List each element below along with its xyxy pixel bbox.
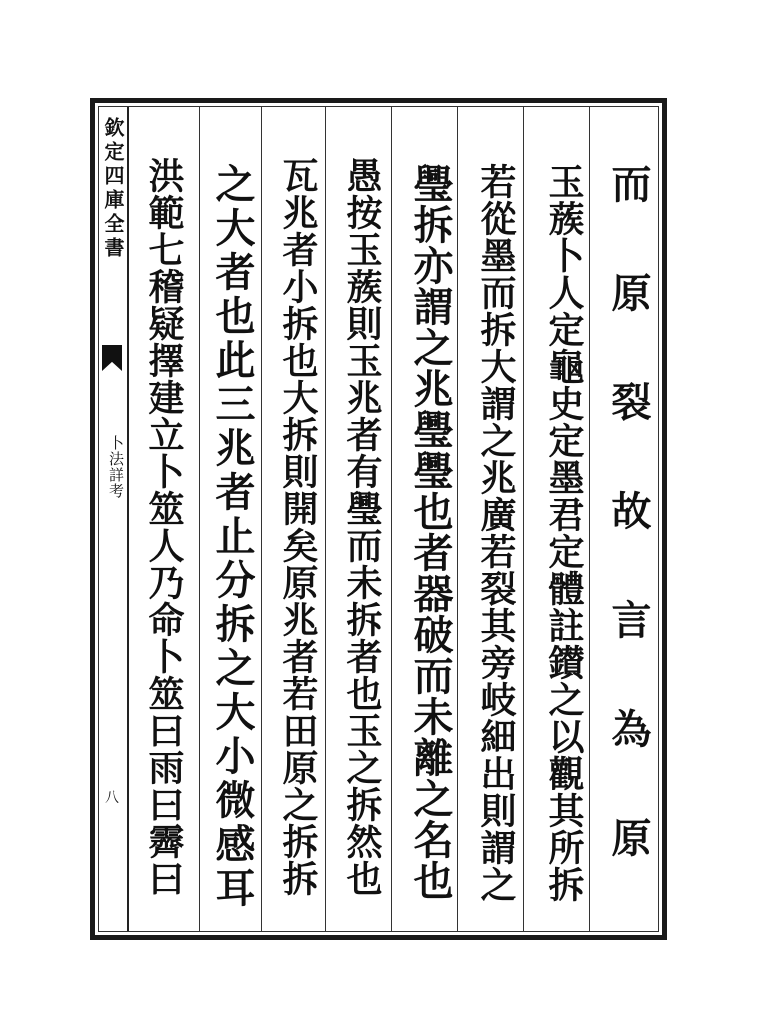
text-column-5: 愚按玉蔟則玉兆者有璺而未拆者也玉之拆然也 xyxy=(341,157,383,897)
page-number: 八 xyxy=(105,790,119,806)
text-column-7: 之大者也此三兆者止分拆之大小微感耳 xyxy=(209,163,256,911)
text-column-3: 若從墨而拆大謂之兆廣若裂其旁岐細出則謂之 xyxy=(475,163,517,903)
text-column-8: 洪範七稽疑擇建立卜筮人乃命卜筮曰雨曰霽曰 xyxy=(143,157,185,897)
text-column-6: 瓦兆者小拆也大拆則開矣原兆者若田原之拆拆 xyxy=(277,157,319,897)
column-rule xyxy=(391,107,392,931)
page-frame xyxy=(90,98,667,940)
column-rule xyxy=(199,107,200,931)
fishtail-mark xyxy=(102,345,122,371)
text-column-4: 璺拆亦謂之兆璺璺也者器破而未離之名也 xyxy=(407,163,454,901)
text-column-2: 玉蔟卜人定龜史定墨君定體註鑚之以觀其所拆 xyxy=(543,163,585,903)
book-title: 欽定四庫全書 xyxy=(101,117,125,261)
column-rule xyxy=(261,107,262,931)
section-title: 卜法詳考 xyxy=(107,435,125,499)
margin-strip xyxy=(99,107,129,931)
text-column-1: 而原裂故言為原 xyxy=(605,163,652,926)
page-inner-border xyxy=(98,106,659,932)
